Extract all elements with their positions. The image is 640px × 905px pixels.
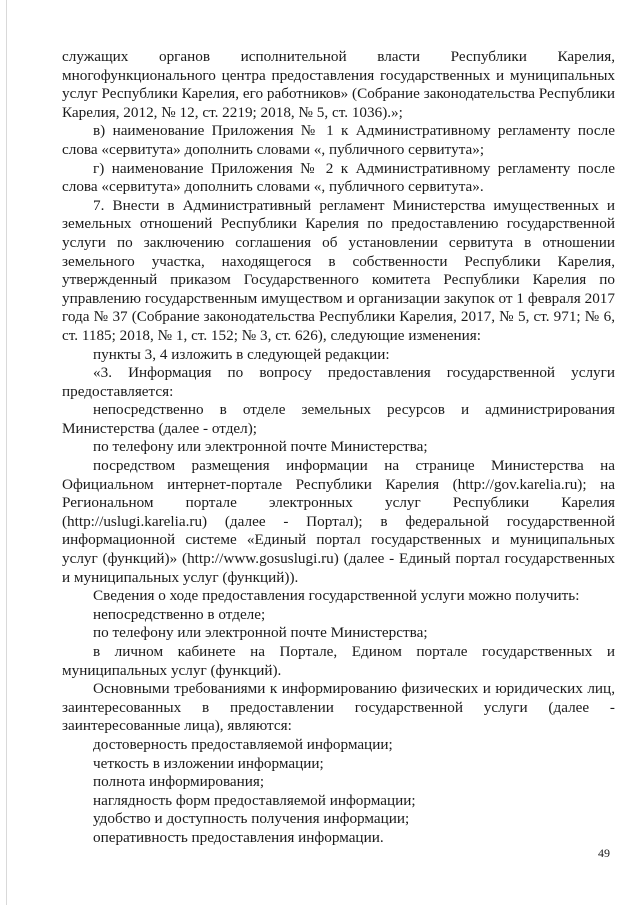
paragraph-progress-info: Сведения о ходе предоставления государственной услуги можно получить:: [93, 587, 580, 605]
paragraph-personal-cabinet: в личном кабинете на Портале, Едином портале государственных и муниципальных услуг (функций).: [62, 643, 615, 679]
list-item-convenience: удобство и доступность получения информации;: [93, 810, 410, 828]
list-item-clarity: четкость в изложении информации;: [93, 754, 324, 772]
paragraph-points-3-4: пункты 3, 4 изложить в следующей редакции:: [93, 345, 390, 363]
page-number: 49: [598, 846, 610, 860]
list-item-completeness: полнота информирования;: [93, 773, 265, 791]
paragraph-requirements: Основными требованиями к информированию физических и юридических лиц, заинтересованных в предоставлении государственной услуги (далее - заинтересованные лица), являются:: [62, 680, 615, 735]
paragraph-directly: непосредственно в отделе земельных ресурсов и администрирования Министерства (далее - отдел);: [62, 401, 615, 437]
paragraph-item-7: 7. Внести в Административный регламент Министерства имущественных и земельных отношений Республики Карелия по предоставлению государственной услуги по заключению соглашения об установлении сервитута в отношении земельного участка, находящегося в собственности Республики Карелия, утвержденный приказом Государственного комитета Республики Карелия по управлению государственным имуществом и организации закупок от 1 февраля 2017 года № 37 (Собрание законодательства Республики Карелия, 2017, № 5, ст. 971; № 6, ст. 1185; 2018, № 1, ст. 152; № 3, ст. 626), следующие изменения:: [62, 196, 615, 344]
paragraph-continuation: служащих органов исполнительной власти Республики Карелия, многофункционального центра предоставления государственных и муниципальных услуг Республики Карелия, его работников» (Собрание законодательства Республики Карелия, 2012, № 12, ст. 2219; 2018, № 5, ст. 1036).»;: [62, 48, 615, 121]
paragraph-item-g: г) наименование Приложения № 2 к Административному регламенту после слова «сервитута» дополнить словами «, публичного сервитута».: [62, 159, 615, 196]
scan-edge-line: [6, 0, 7, 905]
paragraph-point-3: «3. Информация по вопросу предоставления государственной услуги предоставляется:: [62, 364, 615, 400]
paragraph-directly-dept: непосредственно в отделе;: [93, 605, 266, 623]
paragraph-item-v: в) наименование Приложения № 1 к Административному регламенту после слова «сервитута» дополнить словами «, публичного сервитута»;: [62, 122, 615, 158]
list-item-visibility: наглядность форм предоставляемой информации;: [93, 791, 416, 809]
paragraph-phone: по телефону или электронной почте Министерства;: [93, 438, 428, 456]
list-item-reliability: достоверность предоставляемой информации;: [93, 735, 393, 753]
document-body: [62, 48, 615, 848]
list-item-promptness: оперативность предоставления информации.: [93, 828, 384, 846]
paragraph-portals: посредством размещения информации на странице Министерства на Официальном интернет-портале Республики Карелия (http://gov.karelia.ru); на Региональном портале электронных услуг Республики Карелия (http://uslugi.karelia.ru) (далее - Портал); в федеральной государственной информационной системе «Единый портал государственных и муниципальных услуг (функций)» (http://www.gosuslugi.ru) (далее - Единый портал государственных и муниципальных услуг (функций)).: [62, 457, 615, 586]
paragraph-phone-2: по телефону или электронной почте Министерства;: [93, 624, 428, 642]
